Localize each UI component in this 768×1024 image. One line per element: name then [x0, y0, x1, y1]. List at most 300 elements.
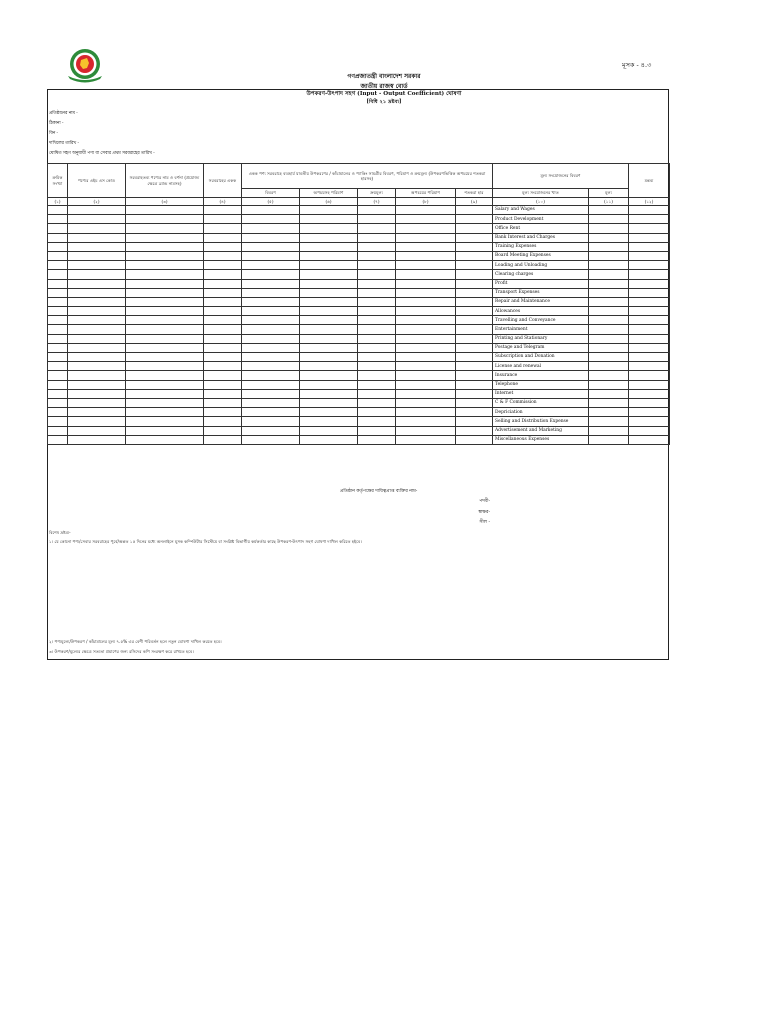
table-cell[interactable]: [204, 206, 242, 215]
table-cell[interactable]: [68, 206, 126, 215]
table-cell[interactable]: [242, 408, 300, 417]
table-cell[interactable]: [204, 279, 242, 288]
table-cell[interactable]: [204, 297, 242, 306]
table-cell[interactable]: [396, 215, 456, 224]
table-cell[interactable]: [629, 215, 670, 224]
table-cell[interactable]: [300, 353, 358, 362]
table-cell[interactable]: [300, 270, 358, 279]
table-cell[interactable]: [242, 334, 300, 343]
table-cell[interactable]: [358, 371, 396, 380]
table-cell[interactable]: [629, 251, 670, 260]
table-cell[interactable]: [589, 417, 629, 426]
table-cell[interactable]: [456, 389, 493, 398]
table-cell[interactable]: [589, 408, 629, 417]
table-cell[interactable]: [456, 270, 493, 279]
table-cell[interactable]: [358, 215, 396, 224]
table-cell[interactable]: [629, 398, 670, 407]
table-cell[interactable]: [68, 251, 126, 260]
table-cell[interactable]: [589, 251, 629, 260]
table-cell[interactable]: [629, 389, 670, 398]
table-cell[interactable]: [68, 334, 126, 343]
coefficient-table: [47, 163, 670, 488]
table-cell[interactable]: [126, 206, 204, 215]
table-cell[interactable]: [204, 389, 242, 398]
table-cell[interactable]: [300, 251, 358, 260]
table-cell[interactable]: [396, 316, 456, 325]
table-cell[interactable]: [126, 215, 204, 224]
table-cell[interactable]: [242, 251, 300, 260]
table-cell[interactable]: [242, 417, 300, 426]
table-cell[interactable]: [126, 261, 204, 270]
table-cell[interactable]: [396, 362, 456, 371]
table-cell[interactable]: [68, 224, 126, 233]
table-cell[interactable]: [204, 398, 242, 407]
table-cell[interactable]: [68, 215, 126, 224]
table-cell[interactable]: [589, 307, 629, 316]
table-cell[interactable]: [242, 362, 300, 371]
table-cell[interactable]: [68, 389, 126, 398]
table-cell[interactable]: [126, 343, 204, 352]
table-cell[interactable]: [456, 417, 493, 426]
table-cell[interactable]: [456, 297, 493, 306]
table-cell[interactable]: [204, 417, 242, 426]
board-title: জাতীয় রাজস্ব বোর্ড: [360, 83, 408, 90]
table-cell[interactable]: [396, 371, 456, 380]
table-cell[interactable]: [589, 325, 629, 334]
expense-head-cell: Selling and Distribution Expense: [493, 417, 589, 426]
table-cell[interactable]: [589, 288, 629, 297]
table-cell[interactable]: [242, 435, 300, 444]
table-cell[interactable]: [456, 215, 493, 224]
table-cell[interactable]: [358, 343, 396, 352]
table-cell[interactable]: [358, 334, 396, 343]
table-cell[interactable]: [589, 206, 629, 215]
table-cell[interactable]: [358, 233, 396, 242]
table-cell[interactable]: [300, 426, 358, 435]
table-cell[interactable]: [48, 353, 68, 362]
table-cell[interactable]: [358, 279, 396, 288]
table-cell[interactable]: [204, 426, 242, 435]
table-cell[interactable]: [126, 288, 204, 297]
table-cell[interactable]: [629, 334, 670, 343]
table-cell[interactable]: [126, 279, 204, 288]
table-cell[interactable]: [68, 307, 126, 316]
table-cell[interactable]: [300, 371, 358, 380]
table-cell[interactable]: [456, 242, 493, 251]
table-cell[interactable]: [48, 325, 68, 334]
table-cell[interactable]: [396, 343, 456, 352]
table-cell[interactable]: [456, 261, 493, 270]
table-cell[interactable]: [629, 206, 670, 215]
table-cell[interactable]: [126, 242, 204, 251]
table-cell[interactable]: [242, 380, 300, 389]
table-cell[interactable]: [629, 242, 670, 251]
table-cell[interactable]: [242, 261, 300, 270]
table-cell[interactable]: [396, 417, 456, 426]
table-cell[interactable]: [396, 307, 456, 316]
column-number: (১২): [629, 198, 670, 206]
table-cell[interactable]: [242, 325, 300, 334]
table-cell[interactable]: [300, 215, 358, 224]
table-cell[interactable]: [589, 334, 629, 343]
table-cell[interactable]: [68, 408, 126, 417]
table-cell[interactable]: [300, 398, 358, 407]
table-cell[interactable]: [456, 343, 493, 352]
table-cell[interactable]: [589, 215, 629, 224]
table-cell[interactable]: [126, 353, 204, 362]
table-cell[interactable]: [358, 389, 396, 398]
table-cell[interactable]: [629, 371, 670, 380]
table-cell[interactable]: [126, 417, 204, 426]
table-cell[interactable]: [48, 206, 68, 215]
table-cell[interactable]: [68, 261, 126, 270]
table-cell[interactable]: [48, 343, 68, 352]
table-cell[interactable]: [68, 398, 126, 407]
table-cell[interactable]: [589, 371, 629, 380]
table-cell[interactable]: [358, 251, 396, 260]
signature-block: [340, 487, 490, 528]
table-cell[interactable]: [358, 398, 396, 407]
table-cell[interactable]: [456, 426, 493, 435]
table-cell[interactable]: [456, 398, 493, 407]
table-cell[interactable]: [48, 435, 68, 444]
table-cell[interactable]: [204, 362, 242, 371]
table-cell[interactable]: [68, 233, 126, 242]
table-cell[interactable]: [126, 270, 204, 279]
table-cell[interactable]: [204, 288, 242, 297]
table-cell[interactable]: [589, 398, 629, 407]
table-cell[interactable]: [68, 279, 126, 288]
table-cell[interactable]: [358, 435, 396, 444]
table-cell[interactable]: [242, 426, 300, 435]
table-cell[interactable]: [242, 233, 300, 242]
table-cell[interactable]: [126, 380, 204, 389]
table-cell[interactable]: [456, 362, 493, 371]
table-cell[interactable]: [126, 325, 204, 334]
table-cell[interactable]: [48, 270, 68, 279]
table-cell[interactable]: [456, 380, 493, 389]
table-cell[interactable]: [242, 297, 300, 306]
table-cell[interactable]: [589, 261, 629, 270]
table-cell[interactable]: [126, 316, 204, 325]
table-cell[interactable]: [589, 343, 629, 352]
table-cell[interactable]: [358, 353, 396, 362]
table-cell[interactable]: [456, 279, 493, 288]
table-cell[interactable]: [358, 206, 396, 215]
table-cell[interactable]: [589, 270, 629, 279]
table-cell[interactable]: [589, 389, 629, 398]
table-cell[interactable]: [396, 435, 456, 444]
table-cell[interactable]: [300, 316, 358, 325]
table-cell[interactable]: [300, 279, 358, 288]
table-cell[interactable]: [48, 426, 68, 435]
table-cell[interactable]: [48, 398, 68, 407]
table-cell[interactable]: [629, 325, 670, 334]
table-cell[interactable]: [396, 270, 456, 279]
table-cell[interactable]: [68, 417, 126, 426]
table-cell[interactable]: [589, 316, 629, 325]
table-cell[interactable]: [68, 343, 126, 352]
table-cell[interactable]: [48, 288, 68, 297]
table-cell[interactable]: [300, 435, 358, 444]
table-cell[interactable]: [300, 233, 358, 242]
table-cell[interactable]: [456, 288, 493, 297]
table-cell[interactable]: [396, 279, 456, 288]
table-cell[interactable]: [126, 435, 204, 444]
table-cell[interactable]: [300, 408, 358, 417]
table-cell[interactable]: [204, 233, 242, 242]
table-cell[interactable]: [358, 288, 396, 297]
table-cell[interactable]: [204, 261, 242, 270]
table-cell[interactable]: [48, 261, 68, 270]
table-cell[interactable]: [204, 371, 242, 380]
table-cell[interactable]: [456, 316, 493, 325]
table-cell[interactable]: [396, 297, 456, 306]
table-cell[interactable]: [204, 307, 242, 316]
table-cell[interactable]: [358, 316, 396, 325]
table-cell[interactable]: [629, 343, 670, 352]
table-cell[interactable]: [629, 426, 670, 435]
table-cell[interactable]: [204, 380, 242, 389]
table-cell[interactable]: [456, 206, 493, 215]
table-cell[interactable]: [456, 233, 493, 242]
table-cell[interactable]: [126, 233, 204, 242]
table-cell[interactable]: [358, 362, 396, 371]
table-cell[interactable]: [126, 307, 204, 316]
table-cell[interactable]: [300, 224, 358, 233]
table-cell[interactable]: [204, 316, 242, 325]
table-cell[interactable]: [589, 224, 629, 233]
table-cell[interactable]: [396, 426, 456, 435]
table-cell[interactable]: [242, 316, 300, 325]
table-cell[interactable]: [358, 261, 396, 270]
table-cell[interactable]: [300, 334, 358, 343]
table-cell[interactable]: [242, 343, 300, 352]
table-cell[interactable]: [629, 261, 670, 270]
table-cell[interactable]: [589, 426, 629, 435]
table-cell[interactable]: [456, 325, 493, 334]
table-cell[interactable]: [48, 215, 68, 224]
table-cell[interactable]: [589, 242, 629, 251]
table-cell[interactable]: [300, 242, 358, 251]
table-cell[interactable]: [300, 362, 358, 371]
table-cell[interactable]: [629, 224, 670, 233]
table-cell[interactable]: [629, 297, 670, 306]
expense-head-cell: Allowances: [493, 307, 589, 316]
table-cell[interactable]: [396, 251, 456, 260]
table-cell[interactable]: [589, 297, 629, 306]
table-cell[interactable]: [242, 398, 300, 407]
table-cell[interactable]: [300, 288, 358, 297]
table-cell[interactable]: [204, 408, 242, 417]
table-cell[interactable]: [126, 224, 204, 233]
table-cell[interactable]: [242, 215, 300, 224]
table-cell[interactable]: [396, 334, 456, 343]
table-cell[interactable]: [242, 353, 300, 362]
col-remarks-header: মন্তব্য: [629, 164, 670, 198]
table-cell[interactable]: [358, 224, 396, 233]
table-row: [48, 380, 670, 389]
table-cell[interactable]: [396, 353, 456, 362]
table-cell[interactable]: [126, 362, 204, 371]
table-cell[interactable]: [629, 353, 670, 362]
table-cell[interactable]: [358, 408, 396, 417]
table-cell[interactable]: [456, 353, 493, 362]
table-cell[interactable]: [68, 325, 126, 334]
table-cell[interactable]: [629, 380, 670, 389]
table-cell[interactable]: [300, 261, 358, 270]
table-cell[interactable]: [629, 435, 670, 444]
table-cell[interactable]: [456, 251, 493, 260]
table-cell[interactable]: [396, 380, 456, 389]
table-cell[interactable]: [396, 206, 456, 215]
table-cell[interactable]: [68, 270, 126, 279]
table-cell[interactable]: [300, 380, 358, 389]
table-cell[interactable]: [204, 251, 242, 260]
table-cell[interactable]: [68, 371, 126, 380]
table-cell[interactable]: [629, 233, 670, 242]
table-cell[interactable]: [48, 417, 68, 426]
table-cell[interactable]: [300, 343, 358, 352]
table-cell[interactable]: [68, 380, 126, 389]
table-cell[interactable]: [48, 371, 68, 380]
table-cell[interactable]: [242, 242, 300, 251]
table-cell[interactable]: [396, 233, 456, 242]
table-cell[interactable]: [396, 261, 456, 270]
table-cell[interactable]: [242, 279, 300, 288]
expense-head-cell: C & F Commission: [493, 398, 589, 407]
table-cell[interactable]: [456, 307, 493, 316]
table-cell[interactable]: [358, 426, 396, 435]
table-cell[interactable]: [126, 426, 204, 435]
table-cell[interactable]: [629, 417, 670, 426]
table-cell[interactable]: [68, 435, 126, 444]
table-cell[interactable]: [629, 307, 670, 316]
table-cell[interactable]: [68, 362, 126, 371]
table-cell[interactable]: [68, 426, 126, 435]
table-cell[interactable]: [456, 435, 493, 444]
table-cell[interactable]: [48, 316, 68, 325]
table-cell[interactable]: [48, 380, 68, 389]
table-cell[interactable]: [300, 206, 358, 215]
table-cell[interactable]: [589, 279, 629, 288]
table-cell[interactable]: [126, 297, 204, 306]
table-cell[interactable]: [300, 297, 358, 306]
table-cell[interactable]: [629, 408, 670, 417]
table-cell[interactable]: [589, 380, 629, 389]
table-cell[interactable]: [300, 325, 358, 334]
table-cell[interactable]: [68, 316, 126, 325]
table-cell[interactable]: [456, 224, 493, 233]
table-cell[interactable]: [126, 408, 204, 417]
table-cell[interactable]: [358, 380, 396, 389]
table-cell[interactable]: [48, 224, 68, 233]
table-cell[interactable]: [300, 417, 358, 426]
table-cell[interactable]: [396, 325, 456, 334]
table-cell[interactable]: [204, 242, 242, 251]
table-cell[interactable]: [242, 270, 300, 279]
table-cell[interactable]: [629, 279, 670, 288]
table-cell[interactable]: [204, 215, 242, 224]
table-row: [48, 279, 670, 288]
table-cell[interactable]: [396, 398, 456, 407]
table-cell[interactable]: [300, 389, 358, 398]
table-cell[interactable]: [358, 297, 396, 306]
table-cell[interactable]: [358, 325, 396, 334]
table-cell[interactable]: [629, 362, 670, 371]
table-cell[interactable]: [589, 362, 629, 371]
table-cell[interactable]: [204, 435, 242, 444]
table-cell[interactable]: [629, 288, 670, 297]
table-cell[interactable]: [242, 288, 300, 297]
table-cell[interactable]: [126, 334, 204, 343]
table-cell[interactable]: [358, 242, 396, 251]
table-cell[interactable]: [48, 279, 68, 288]
table-cell[interactable]: [48, 389, 68, 398]
table-cell[interactable]: [589, 233, 629, 242]
table-cell[interactable]: [396, 408, 456, 417]
table-cell[interactable]: [456, 371, 493, 380]
table-cell[interactable]: [48, 297, 68, 306]
table-cell[interactable]: [48, 362, 68, 371]
table-cell[interactable]: [204, 334, 242, 343]
sub-qty-waste-header: অপচয়সহ পরিমাণ: [300, 189, 358, 198]
table-cell[interactable]: [126, 251, 204, 260]
table-cell[interactable]: [358, 417, 396, 426]
table-cell[interactable]: [629, 316, 670, 325]
table-cell[interactable]: [242, 389, 300, 398]
table-cell[interactable]: [126, 389, 204, 398]
table-cell[interactable]: [204, 343, 242, 352]
table-cell[interactable]: [48, 334, 68, 343]
table-cell[interactable]: [48, 233, 68, 242]
table-cell[interactable]: [48, 307, 68, 316]
table-cell[interactable]: [629, 270, 670, 279]
table-cell[interactable]: [126, 371, 204, 380]
table-cell[interactable]: [396, 288, 456, 297]
table-cell[interactable]: [68, 297, 126, 306]
table-cell[interactable]: [396, 224, 456, 233]
table-cell[interactable]: [242, 206, 300, 215]
table-cell[interactable]: [242, 371, 300, 380]
table-row: [48, 242, 670, 251]
table-cell[interactable]: [242, 307, 300, 316]
expense-head-cell: Loading and Unloading: [493, 261, 589, 270]
table-cell[interactable]: [68, 242, 126, 251]
table-cell[interactable]: [300, 307, 358, 316]
table-cell[interactable]: [456, 408, 493, 417]
table-cell[interactable]: [358, 270, 396, 279]
table-cell[interactable]: [68, 288, 126, 297]
table-cell[interactable]: [204, 353, 242, 362]
table-cell[interactable]: [396, 242, 456, 251]
table-cell[interactable]: [68, 353, 126, 362]
table-cell[interactable]: [242, 224, 300, 233]
table-cell[interactable]: [204, 270, 242, 279]
table-cell[interactable]: [589, 435, 629, 444]
table-cell[interactable]: [204, 325, 242, 334]
table-cell[interactable]: [589, 353, 629, 362]
table-cell[interactable]: [48, 408, 68, 417]
expense-head-cell: Subscription and Donation: [493, 353, 589, 362]
table-cell[interactable]: [358, 307, 396, 316]
table-cell[interactable]: [204, 224, 242, 233]
table-cell[interactable]: [126, 398, 204, 407]
table-cell[interactable]: [48, 251, 68, 260]
table-cell[interactable]: [456, 334, 493, 343]
table-cell[interactable]: [48, 242, 68, 251]
table-cell[interactable]: [396, 389, 456, 398]
